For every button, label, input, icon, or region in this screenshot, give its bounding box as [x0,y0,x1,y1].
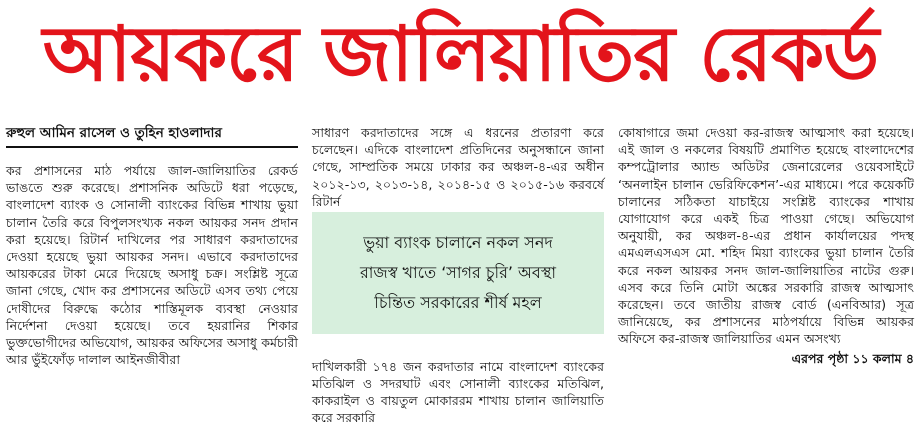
byline: রুহুল আমিন রাসেল ও তুহিন হাওলাদার [6,124,298,148]
pull-quote-box [312,212,604,334]
pull-quote-line-1: ভুয়া ব্যাংক চালানে নকল সনদ [363,233,553,252]
article-text-column-2-top: সাধারণ করদাতাদের সঙ্গে এ ধরনের প্রতারণা করে চলেছেন। এদিকে বাংলাদেশ প্রতিদিনের অনুসন্ধানে জানা গেছে, সাম্প্রতিক সময়ে ঢাকার কর অঞ্চল-৪-এর অধীন ২০১২-১৩, ২০১৩-১৪, ২০১৪-১৫ ও ২০১৫-১৬ করবর্ষে রিটার্ন [312,125,604,209]
article-column-1 [6,124,298,368]
article-text-column-3: কোষাগারে জমা দেওয়া কর-রাজস্ব আত্মসাৎ করা হয়েছে। এই জাল ও নকলের বিষয়টি প্রমাণিত হয়েছে বাংলাদেশের কম্পট্রোলার অ্যান্ড অডিটর জেনারেলের ওয়েবসাইটে ‘অনলাইন চালান ভেরিফিকেশন’-এর মাধ্যমে। পরে কয়েকটি চালানের সঠিকতা যাচাইয়ে সংশ্লিষ্ট ব্যাংকের শাখায় যোগাযোগ করে একই চিত্র পাওয়া গেছে। অভিযোগ অনুযায়ী, কর অঞ্চল-৪-এর প্রধান কার্যালয়ের পদস্থ এমএলএসএস মো. শহিদ মিয়া ব্যাংকের ভুয়া চালান তৈরি করে নকল আয়কর সনদ জাল-জালিয়াতির নাটের গুরু। এসব করে তিনি মোটা অঙ্কের সরকারি রাজস্ব আত্মসাৎ করেছেন। তবে জাতীয় রাজস্ব বোর্ড (এনবিআর) সূত্র জানিয়েছে, কর প্রশাসনের মাঠপর্যায়ে বিভিন্ন আয়কর অফিসে কর-রাজস্ব জালিয়াতির এমন অসংখ্য [618,125,914,347]
headline: আয়করে জালিয়াতির রেকর্ড [42,8,879,98]
continued-on-page-note[interactable]: এরপর পৃষ্ঠা ১১ কলাম ৪ [791,350,914,366]
article-text-column-1: কর প্রশাসনের মাঠ পর্যায়ে জাল-জালিয়াতির রেকর্ড ভাঙতে শুরু করেছে। প্রশাসনিক অডিটে ধরা পড়েছে, বাংলাদেশ ব্যাংক ও সোনালী ব্যাংকের বিভিন্ন শাখায় ভুয়া চালান তৈরি করে বিপুলসংখ্যক নকল আয়কর সনদ প্রদান করা হয়েছে। রিটার্ন দাখিলের পর সাধারণ করদাতাদের দেওয়া হয়েছে ভুয়া আয়কর সনদ। এভাবে করদাতাদের আয়করের টাকা মেরে দিয়েছে অসাধু চক্র। সংশ্লিষ্ট সূত্রে জানা গেছে, খোদ কর প্রশাসনের অডিটে এসব তথ্য পেয়ে দোষীদের বিরুদ্ধে কঠোর শাস্তিমূলক ব্যবস্থা নেওয়ার নির্দেশনা দেওয়া হয়েছে। তবে হয়রানির শিকার ভুক্তভোগীদের অভিযোগ, আয়কর অফিসের অসাধু কর্মচারী আর ভুঁইফোঁড় দালাল আইনজীবীরা [6,163,298,368]
pull-quote-line-2: রাজস্ব খাতে ‘সাগর চুরি’ অবস্থা [359,263,557,282]
article-column-3 [618,124,914,367]
article-text-column-2-bottom: দাখিলকারী ১৭৪ জন করদাতার নামে বাংলাদেশ ব্যাংকের মতিঝিল ও সদরঘাট এবং সোনালী ব্যাংকের মতিঝিল, কাকরাইল ও বায়তুল মোকাররম শাখায় চালান জালিয়াতি করে সরকারি [312,358,604,426]
article-column-2-bottom [312,345,604,439]
pull-quote-line-3: চিন্তিত সরকারের শীর্ষ মহল [374,293,542,312]
article-column-2 [312,124,604,210]
